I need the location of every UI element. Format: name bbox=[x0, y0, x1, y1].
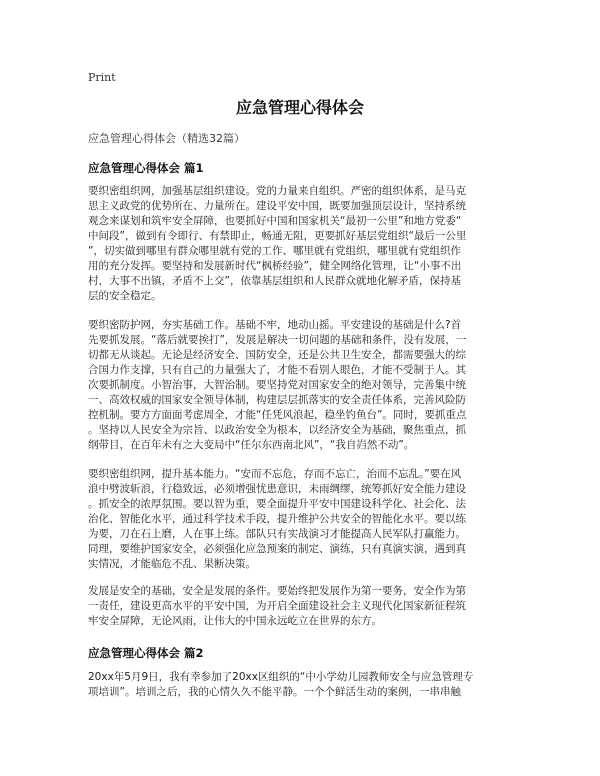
text-line: 实情况，才能临危不乱、果断决策。 bbox=[88, 558, 256, 570]
text-line: 切都无从谈起。无论是经济安全、国防安全，还是公共卫生安全，都需要强大的综 bbox=[88, 349, 466, 361]
text-line: 项培训”。培训之后，我的心情久久不能平静。一个个鲜活生动的案例，一串串触 bbox=[88, 686, 461, 698]
text-line: 次要抓制度。小智治事，大智治制。要坚持党对国家安全的绝对领导，完善集中统 bbox=[88, 379, 466, 391]
text-line: 牢安全屏障，无论风雨，让伟大的中国永远屹立在世界的东方。 bbox=[88, 615, 382, 627]
text-line: 一、高效权威的国家安全领导体制，构建层层抓落实的安全责任体系，完善风险防 bbox=[88, 394, 466, 406]
text-line: 合国力作支撑，只有自己的力量强大了，才能不看别人眼色，才能不受制于人。其 bbox=[88, 364, 466, 376]
text-line: 要织密防护网，夯实基础工作。基础不牢，地动山摇。平安建设的基础是什么?首 bbox=[88, 319, 462, 331]
text-line: 治化、智能化水平，通过科学技术手段，提升维护公共安全的智能化水平。要以练 bbox=[88, 513, 466, 525]
paragraph-2-1 bbox=[88, 670, 508, 700]
text-line: 纲带目，在百年未有之大变局中“任尔东西南北风”，“我自岿然不动”。 bbox=[88, 439, 415, 451]
text-line: 层的安全稳定。 bbox=[88, 290, 162, 302]
paragraph-1-2 bbox=[88, 318, 508, 453]
text-line: 控机制。要方方面面考虑周全，才能“任凭风浪起，稳坐钓鱼台”。同时，要抓重点 bbox=[88, 409, 467, 421]
paragraph-1-1 bbox=[88, 184, 508, 304]
section-heading-2: 应急管理心得体会 篇2 bbox=[88, 646, 204, 660]
print-link[interactable]: Print bbox=[88, 71, 116, 84]
text-line: 观念来谋划和筑牢安全屏障，也要抓好中国和国家机关“最初一公里”和地方党委“ bbox=[88, 215, 462, 227]
section-heading-1: 应急管理心得体会 篇1 bbox=[88, 161, 204, 175]
text-line: 要织密组织网，加强基层组织建设。党的力量来自组织。严密的组织体系，是马克 bbox=[88, 185, 466, 197]
text-line: 。抓安全的浓厚氛围。要以智为重，要全面提升平安中国建设科学化、社会化、法 bbox=[88, 498, 466, 510]
text-line: ”，切实做到哪里有群众哪里就有党的工作、哪里就有党组织，哪里就有党组织作 bbox=[88, 245, 461, 257]
paragraph-1-3 bbox=[88, 467, 508, 572]
text-line: 。坚持以人民安全为宗旨、以政治安全为根本，以经济安全为基础，聚焦重点，抓 bbox=[88, 424, 466, 436]
text-line: 一责任，建设更高水平的平安中国，为开启全面建设社会主义现代化国家新征程筑 bbox=[88, 600, 466, 612]
text-line: 思主义政党的优势所在、力量所在。建设平安中国，既要加强顶层设计，坚持系统 bbox=[88, 200, 466, 212]
text-line: 发展是安全的基础，安全是发展的条件。要始终把发展作为第一要务，安全作为第 bbox=[88, 585, 466, 597]
document-subtitle: 应急管理心得体会（精选32篇） bbox=[88, 132, 245, 145]
page-title: 应急管理心得体会 bbox=[235, 98, 364, 117]
text-line: 村，大事不出镇，矛盾不上交”，依靠基层组织和人民群众就地化解矛盾，保持基 bbox=[88, 275, 461, 287]
text-line: 中间段”，做到有令即行、有禁即止，畅通无阻，更要抓好基层党组织“最后一公里 bbox=[88, 230, 467, 242]
text-line: 用的充分发挥。要坚持和发展新时代“枫桥经验”，健全网络化管理，让“小事不出 bbox=[88, 260, 462, 272]
text-line: 同理，要维护国家安全，必须强化应急预案的制定、演练，只有真演实演，遇到真 bbox=[88, 543, 466, 555]
text-line: 要织密组织网，提升基本能力。“安而不忘危，存而不忘亡，治而不忘乱。”要在风 bbox=[88, 468, 462, 480]
paragraph-1-4 bbox=[88, 584, 508, 629]
text-line: 先要抓发展。“落后就要挨打”，发展是解决一切问题的基础和条件，没有发展，一 bbox=[88, 334, 467, 346]
text-line: 浪中劈波斩浪，行稳致远，必须增强忧患意识，未雨绸缪，统筹抓好安全能力建设 bbox=[88, 483, 466, 495]
text-line: 为要，刀在石上磨，人在事上练。部队只有实战演习才能提高人民军队打赢能力。 bbox=[88, 528, 466, 540]
text-line: 20xx年5月9日，我有幸参加了20xx区组织的“中小学幼儿园教师安全与应急管理专 bbox=[88, 671, 474, 683]
